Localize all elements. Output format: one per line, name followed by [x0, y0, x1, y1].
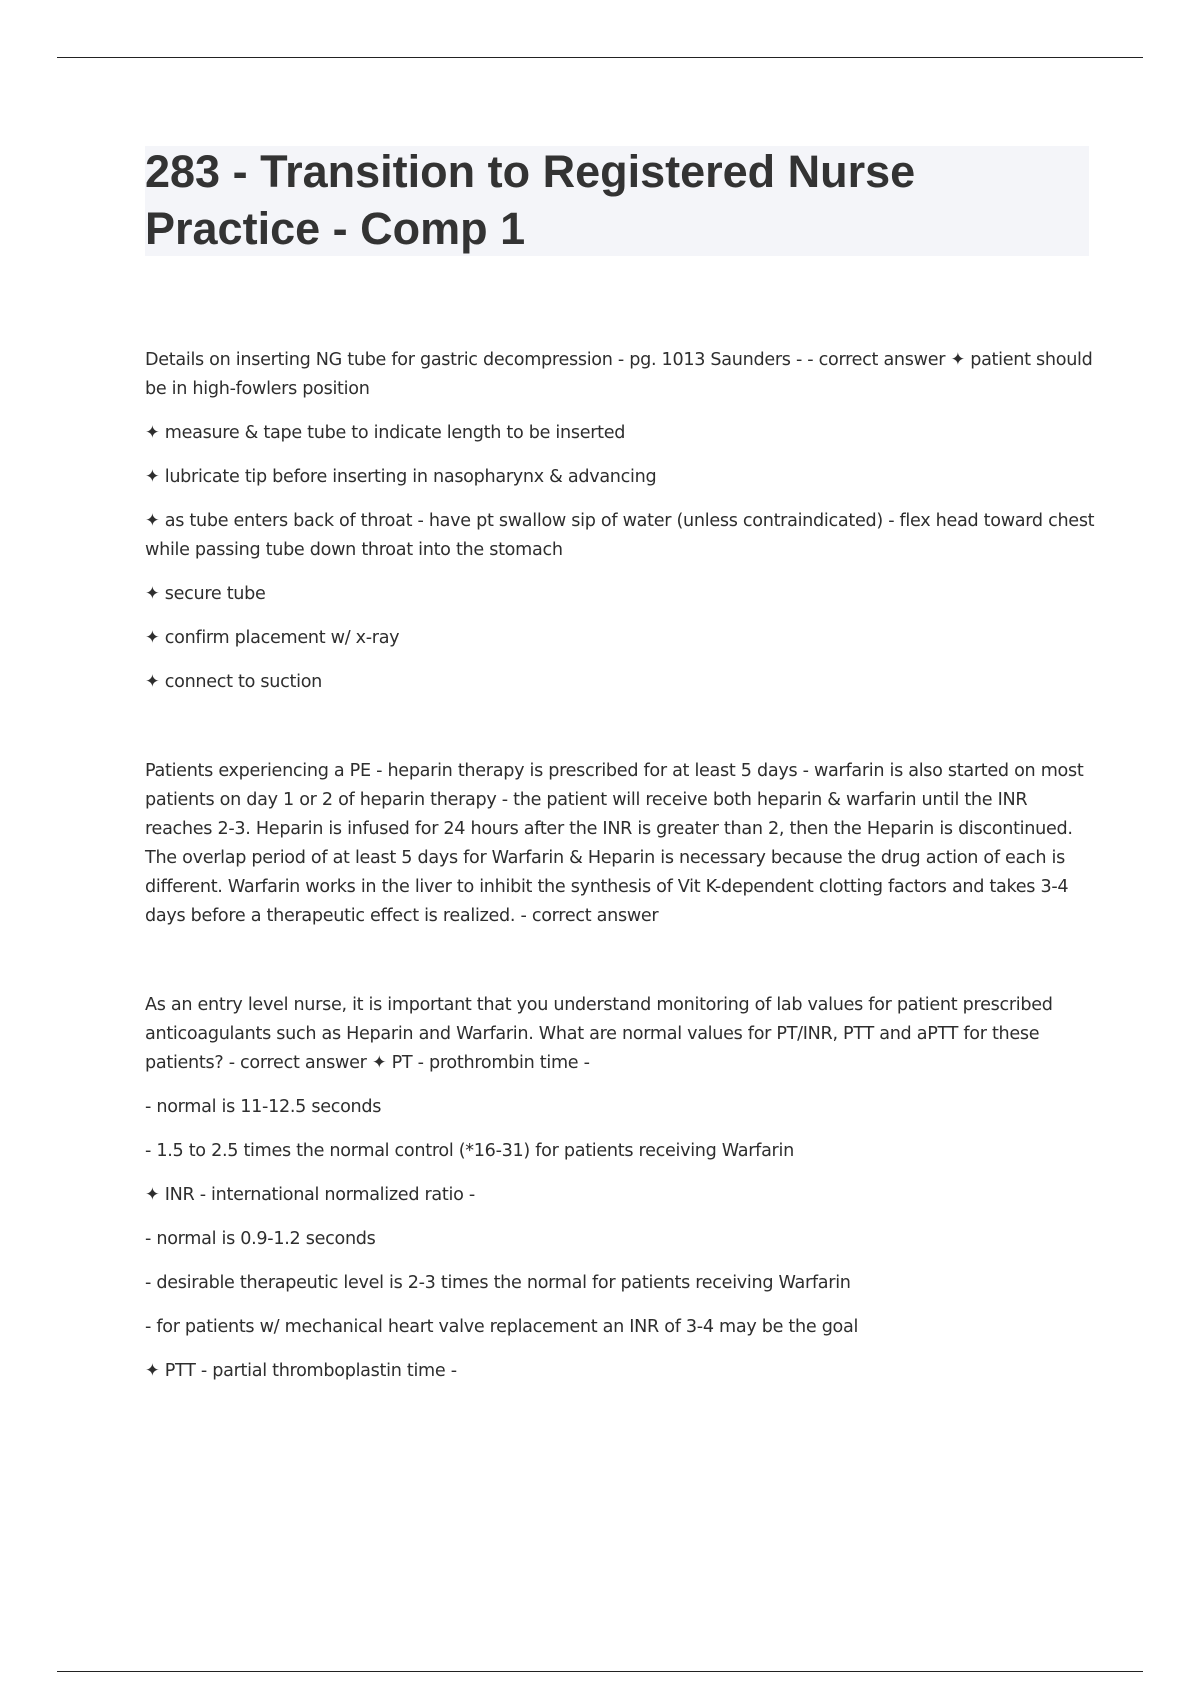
paragraph: ✦ confirm placement w/ x-ray [145, 628, 400, 648]
paragraph: - 1.5 to 2.5 times the normal control (*16-31) for patients receiving Warfarin [145, 1141, 794, 1161]
top-rule [57, 57, 1143, 58]
paragraph: Patients experiencing a PE - heparin therapy is prescribed for at least 5 days - warfarin is also started on most patients on day 1 or 2 of heparin therapy - the patient will receive both heparin & warfarin until the INR reaches 2-3. Heparin is infused for 24 hours after the INR is greater than 2, then the Heparin is discontinued. The overlap period of at least 5 days for Warfarin & Heparin is necessary because the drug action of each is different. Warfarin works in the liver to inhibit the synthesis of Vit K-dependent clotting factors and takes 3-4 days before a therapeutic effect is realized. - correct answer [145, 761, 1084, 926]
paragraph: ✦ INR - international normalized ratio - [145, 1185, 475, 1205]
paragraph: ✦ secure tube [145, 584, 266, 604]
paragraph: ✦ PTT - partial thromboplastin time - [145, 1361, 457, 1381]
paragraph: ✦ as tube enters back of throat - have pt swallow sip of water (unless contraindicated) - flex head toward chest while passing tube down throat into the stomach [145, 511, 1095, 560]
bottom-rule [57, 1671, 1143, 1672]
document-body [145, 346, 1095, 1401]
paragraph: - for patients w/ mechanical heart valve replacement an INR of 3-4 may be the goal [145, 1317, 859, 1337]
paragraph: - normal is 11-12.5 seconds [145, 1097, 382, 1117]
section-lab-values [145, 991, 1095, 1386]
paragraph: Details on inserting NG tube for gastric decompression - pg. 1013 Saunders - - correct answer ✦ patient should be in high-fowlers position [145, 350, 1093, 399]
paragraph: ✦ lubricate tip before inserting in nasopharynx & advancing [145, 467, 657, 487]
paragraph: - normal is 0.9-1.2 seconds [145, 1229, 376, 1249]
section-ng-tube [145, 346, 1095, 697]
paragraph: ✦ measure & tape tube to indicate length to be inserted [145, 423, 626, 443]
paragraph: - desirable therapeutic level is 2-3 times the normal for patients receiving Warfarin [145, 1273, 851, 1293]
paragraph: ✦ connect to suction [145, 672, 323, 692]
page-title: 283 - Transition to Registered Nurse Practice - Comp 1 [145, 146, 916, 254]
section-pe-heparin [145, 757, 1095, 931]
paragraph: As an entry level nurse, it is important that you understand monitoring of lab values for patient prescribed anticoagulants such as Heparin and Warfarin. What are normal values for PT/INR, PTT and aPTT for these patients? - correct answer ✦ PT - prothrombin time - [145, 995, 1053, 1073]
